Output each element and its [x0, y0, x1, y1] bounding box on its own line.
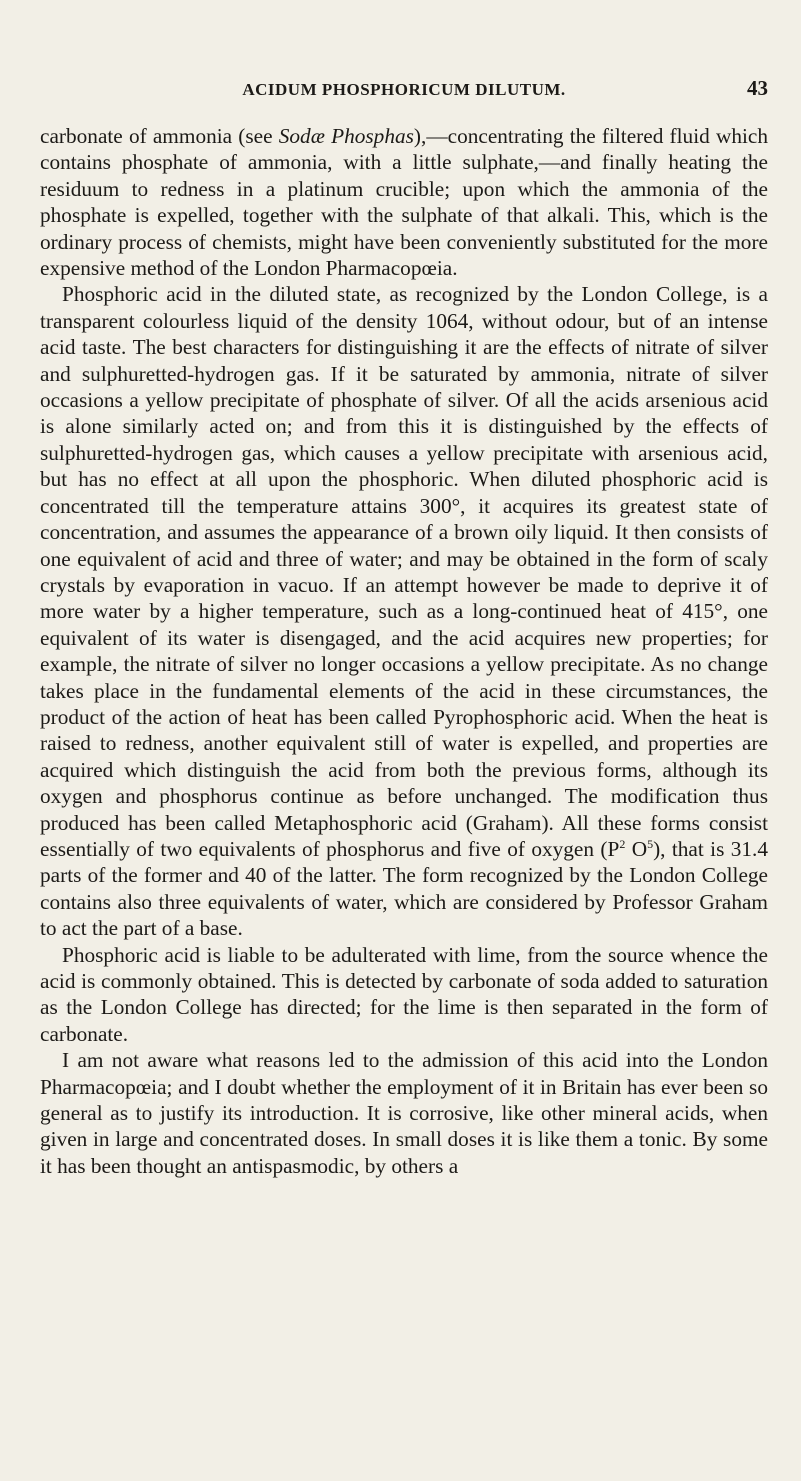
superscript-2: 2 [619, 836, 626, 851]
paragraph-1-italic: Sodæ Phosphas [278, 124, 414, 148]
paragraph-2-rest: ), that is 31.4 parts of the former and 40 of the latter. The form recognized by the London College contains also three equivalents of water, which are considered by Professor Graham to act the part of a base. [40, 836, 768, 941]
superscript-5: 5 [647, 836, 654, 851]
paragraph-3: Phosphoric acid is liable to be adulterated with lime, from the source whence the acid is commonly obtained. This is detected by carbonate of soda added to saturation as the London College has directed; for the lime is then separated in the form of carbonate. [40, 942, 768, 1046]
paragraph-2-text: Phosphoric acid in the diluted state, as recognized by the London College, is a transparent colourless liquid of the density 1064, without odour, but of an intense acid taste. The best characters for distinguishing it are the effects of nitrate of silver and sulphuretted-hydrogen gas. If it be saturated by ammonia, nitrate of silver occasions a yellow precipitate of phosphate of silver. Of all the acids arsenious acid is alone similarly acted on; and from this it is distinguished by the effects of sulphuretted-hydrogen gas, which causes a yellow precipitate with arsenious acid, but has no effect at all upon the phosphoric. When diluted phosphoric acid is concentrated till the temperature attains 300°, it acquires its greatest state of concentration, and assumes the appearance of a brown oily liquid. It then consists of one equivalent of acid and three of water; and may be obtained in the form of scaly crystals by evaporation in vacuo. If an attempt however be made to deprive it of more water by a higher temperature, such as a long-continued heat of 415°, one equivalent of its water is disengaged, and the acid acquires new properties; for example, the nitrate of silver no longer occasions a yellow precipitate. As no change takes place in the fundamental elements of the acid in these circumstances, the product of the action of heat has been called Pyrophosphoric acid. When the heat is raised to redness, another equivalent still of water is expelled, and properties are acquired which distinguish the acid from both the previous forms, although its oxygen and phosphorus continue as before unchanged. The modification thus produced has been called Metaphosphoric acid (Graham). All these forms consist essentially of two equivalents of phosphorus and five of oxygen (P [40, 282, 768, 861]
running-head [40, 76, 768, 106]
paragraph-1-rest: ),—concentrating the filtered fluid which contains phosphate of ammonia, with a little sulphate,—and finally heating the residuum to redness in a platinum crucible; upon which the ammonia of the phosphate is expelled, together with the sulphate of that alkali. This, which is the ordinary process of chemists, might have been conveniently substituted for the more expensive method of the London Pharmacopœia. [40, 124, 768, 281]
book-page [0, 76, 801, 1481]
paragraph-2 [40, 281, 768, 941]
running-title: ACIDUM PHOSPHORICUM DILUTUM. [242, 80, 566, 99]
body-text [40, 123, 768, 1179]
paragraph-1 [40, 123, 768, 281]
paragraph-1-lead: carbonate of ammonia (see [40, 124, 279, 148]
paragraph-2-mid: O [625, 836, 648, 861]
paragraph-4: I am not aware what reasons led to the admission of this acid into the London Pharmacopœia; and I doubt whether the employment of it in Britain has ever been so general as to justify its introduction. It is corrosive, like other mineral acids, when given in large and concentrated doses. In small doses it is like them a tonic. By some it has been thought an antispasmodic, by others a [40, 1048, 768, 1178]
page-number: 43 [747, 76, 768, 100]
